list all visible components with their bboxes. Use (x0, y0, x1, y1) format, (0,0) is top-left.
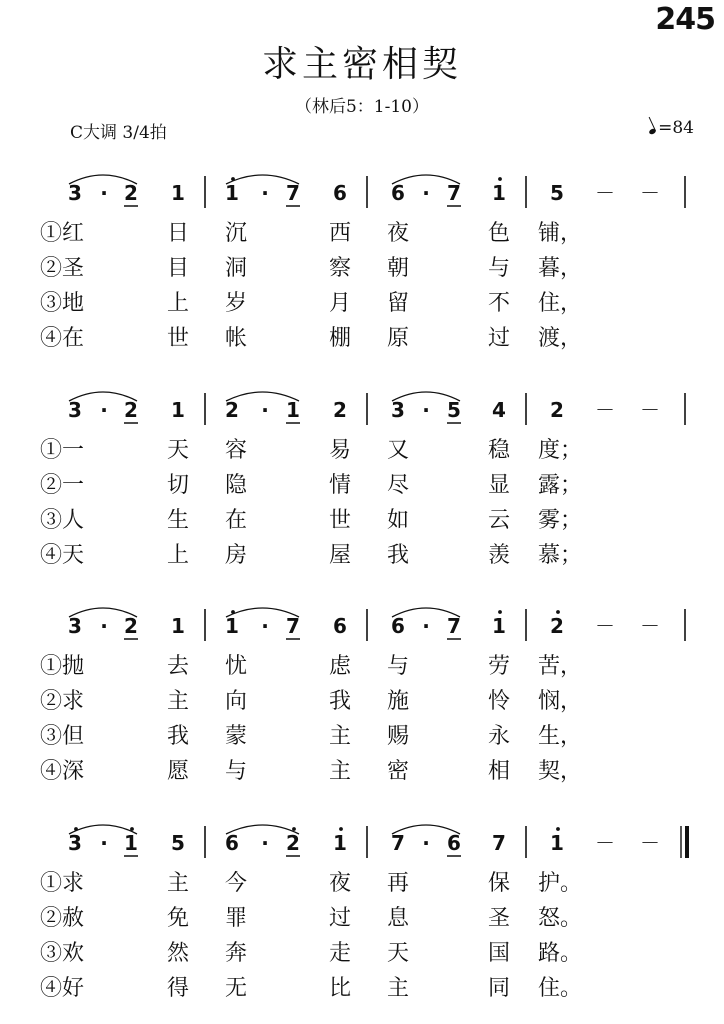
lyric-word: 主 (328, 724, 352, 749)
lyric-word: 相 (487, 759, 511, 784)
lyric-word: 房 (224, 543, 248, 568)
lyric-word: ④在 (40, 326, 85, 351)
lyric-word: 显 (487, 473, 511, 498)
lyric-word: 又 (386, 438, 410, 463)
lyric-word: 西 (328, 221, 352, 246)
note-digit: 7 (492, 831, 506, 855)
lyric-word: 天 (166, 438, 190, 463)
lyric-line (0, 754, 724, 788)
lyric-word: 然 (166, 941, 190, 966)
lyric-word: 主 (386, 976, 410, 1001)
sustain-dash: － (595, 181, 615, 205)
lyric-word: ②圣 (40, 256, 85, 281)
lyric-word: 原 (386, 326, 410, 351)
sustain-dash: － (595, 831, 615, 855)
lyric-word: 再 (386, 871, 410, 896)
note-digit: 1 (550, 831, 564, 855)
note-digit: 7 (447, 181, 461, 205)
dot-mark: · (422, 398, 430, 422)
lyric-word: 云 (487, 508, 511, 533)
note-digit: 1 (124, 831, 138, 855)
lyric-word: 苦， (537, 654, 583, 679)
lyric-word: 铺， (537, 221, 583, 246)
tempo-value: =84 (658, 118, 694, 138)
lyric-word: 主 (328, 759, 352, 784)
lyric-line (0, 901, 724, 935)
lyric-word: 天 (386, 941, 410, 966)
lyric-word: 主 (166, 871, 190, 896)
note-digit: 1 (492, 614, 506, 638)
lyric-line (0, 251, 724, 285)
note-digit: 5 (550, 181, 564, 205)
lyric-word: 尽 (386, 473, 410, 498)
lyric-word: 过 (328, 906, 352, 931)
note-digit: 2 (550, 398, 564, 422)
lyric-word: ②一 (40, 473, 85, 498)
lyric-word: 契， (537, 759, 583, 784)
lyric-word: ③人 (40, 508, 85, 533)
sustain-dash: － (640, 398, 660, 422)
note-digit: 3 (68, 831, 82, 855)
note-digit: 3 (391, 398, 405, 422)
note-digit: 1 (333, 831, 347, 855)
note-digit: 1 (225, 181, 239, 205)
lyric-word: 蒙 (224, 724, 248, 749)
lyric-word: 度； (537, 438, 583, 463)
lyric-word: 隐 (224, 473, 248, 498)
lyric-word: 世 (166, 326, 190, 351)
lyric-word: 主 (166, 689, 190, 714)
note-digit: 4 (492, 398, 506, 422)
lyric-line (0, 936, 724, 970)
lyric-word: 生 (166, 508, 190, 533)
note-digit: 1 (171, 181, 185, 205)
lyric-word: 我 (328, 689, 352, 714)
lyric-word: 路。 (537, 941, 583, 966)
lyric-word: 施 (386, 689, 410, 714)
lyric-line (0, 468, 724, 502)
lyric-word: 慕； (537, 543, 583, 568)
note-digit: 1 (171, 614, 185, 638)
note-digit: 2 (124, 614, 138, 638)
sustain-dash: － (595, 614, 615, 638)
lyric-word: ①红 (40, 221, 85, 246)
lyric-line (0, 866, 724, 900)
lyric-word: 忧 (224, 654, 248, 679)
lyric-word: 情 (328, 473, 352, 498)
note-digit: 6 (391, 614, 405, 638)
octave-dot (498, 177, 502, 181)
lyric-word: ①抛 (40, 654, 85, 679)
lyric-word: 切 (166, 473, 190, 498)
lyric-word: 日 (166, 221, 190, 246)
lyric-word: ④好 (40, 976, 85, 1001)
note-digit: 5 (171, 831, 185, 855)
dot-mark: · (100, 831, 108, 855)
note-digit: 7 (447, 614, 461, 638)
lyric-word: 上 (166, 291, 190, 316)
lyric-word: 与 (487, 256, 511, 281)
lyric-word: 今 (224, 871, 248, 896)
lyric-word: 护。 (537, 871, 583, 896)
lyric-line (0, 538, 724, 572)
lyric-word: 与 (224, 759, 248, 784)
lyric-word: 过 (487, 326, 511, 351)
lyric-word: 向 (224, 689, 248, 714)
lyric-word: 留 (386, 291, 410, 316)
lyric-word: 露； (537, 473, 583, 498)
lyric-line (0, 216, 724, 250)
lyric-word: 夜 (328, 871, 352, 896)
song-title: 求主密相契 (261, 44, 462, 85)
note-digit: 2 (124, 398, 138, 422)
lyric-word: 住， (537, 291, 583, 316)
lyric-word: 目 (166, 256, 190, 281)
sustain-dash: － (595, 398, 615, 422)
lyric-word: 沉 (224, 221, 248, 246)
sustain-dash: － (640, 831, 660, 855)
lyric-word: 上 (166, 543, 190, 568)
dot-mark: · (422, 614, 430, 638)
lyric-word: 我 (386, 543, 410, 568)
lyric-word: 雾； (537, 508, 583, 533)
lyric-word: 免 (166, 906, 190, 931)
lyric-word: 怒。 (537, 906, 583, 931)
note-digit: 6 (333, 181, 347, 205)
note-digit: 6 (391, 181, 405, 205)
lyric-word: 易 (328, 438, 352, 463)
lyric-word: 悯， (537, 689, 583, 714)
lyric-word: 色 (487, 221, 511, 246)
lyric-word: 屋 (328, 543, 352, 568)
lyric-word: 住。 (537, 976, 583, 1001)
lyric-line (0, 503, 724, 537)
octave-dot (292, 827, 296, 831)
scripture-reference: （林后5：1-10） (294, 97, 429, 117)
lyric-word: 愿 (166, 759, 190, 784)
key-and-meter: C大调 3/4拍 (70, 123, 167, 143)
lyric-word: 劳 (487, 654, 511, 679)
lyric-word: 世 (328, 508, 352, 533)
note-digit: 2 (550, 614, 564, 638)
lyric-word: 圣 (487, 906, 511, 931)
lyric-word: 保 (487, 871, 511, 896)
note-digit: 2 (286, 831, 300, 855)
lyric-word: 虑 (328, 654, 352, 679)
lyric-word: 去 (166, 654, 190, 679)
note-digit: 5 (447, 398, 461, 422)
lyric-line (0, 321, 724, 355)
lyric-word: 渡， (537, 326, 583, 351)
lyric-word: 夜 (386, 221, 410, 246)
dot-mark: · (261, 398, 269, 422)
lyric-line (0, 719, 724, 753)
octave-dot (556, 827, 560, 831)
dot-mark: · (100, 398, 108, 422)
lyric-word: 暮， (537, 256, 583, 281)
lyric-word: 密 (386, 759, 410, 784)
lyric-word: 在 (224, 508, 248, 533)
lyric-word: ④天 (40, 543, 85, 568)
note-digit: 3 (68, 181, 82, 205)
lyric-word: 察 (328, 256, 352, 281)
dot-mark: · (261, 181, 269, 205)
dot-mark: · (261, 831, 269, 855)
lyric-word: 岁 (224, 291, 248, 316)
lyric-word: ③但 (40, 724, 85, 749)
lyric-line (0, 971, 724, 1005)
note-digit: 3 (68, 398, 82, 422)
lyric-word: 奔 (224, 941, 248, 966)
lyric-word: 不 (487, 291, 511, 316)
dot-mark: · (261, 614, 269, 638)
lyric-word: 生， (537, 724, 583, 749)
octave-dot (556, 610, 560, 614)
note-digit: 1 (225, 614, 239, 638)
lyric-word: 国 (487, 941, 511, 966)
lyric-word: ①求 (40, 871, 85, 896)
lyric-word: 怜 (487, 689, 511, 714)
lyric-word: ②求 (40, 689, 85, 714)
sustain-dash: － (640, 181, 660, 205)
note-digit: 6 (225, 831, 239, 855)
sustain-dash: － (640, 614, 660, 638)
note-digit: 1 (286, 398, 300, 422)
lyric-word: ③地 (40, 291, 85, 316)
note-digit: 3 (68, 614, 82, 638)
note-digit: 7 (286, 181, 300, 205)
lyric-word: 月 (328, 291, 352, 316)
lyric-word: 赐 (386, 724, 410, 749)
dot-mark: · (422, 831, 430, 855)
dot-mark: · (100, 181, 108, 205)
octave-dot (339, 827, 343, 831)
lyric-word: 走 (328, 941, 352, 966)
note-digit: 1 (492, 181, 506, 205)
lyric-line (0, 684, 724, 718)
tempo-marking (610, 118, 694, 138)
dot-mark: · (422, 181, 430, 205)
note-digit: 7 (391, 831, 405, 855)
note-digit: 2 (225, 398, 239, 422)
page-number: 245 (655, 2, 715, 37)
lyric-word: 棚 (328, 326, 352, 351)
lyric-word: 比 (328, 976, 352, 1001)
lyric-word: 同 (487, 976, 511, 1001)
lyric-word: 罪 (224, 906, 248, 931)
lyric-word: 如 (386, 508, 410, 533)
lyric-word: 我 (166, 724, 190, 749)
lyric-word: ③欢 (40, 941, 85, 966)
lyric-word: ①一 (40, 438, 85, 463)
lyric-word: ②赦 (40, 906, 85, 931)
lyric-word: 洞 (224, 256, 248, 281)
lyric-word: 稳 (487, 438, 511, 463)
quarter-note-icon (648, 128, 656, 135)
lyric-word: 帐 (224, 326, 248, 351)
lyric-word: 羡 (487, 543, 511, 568)
lyric-word: 得 (166, 976, 190, 1001)
note-digit: 6 (333, 614, 347, 638)
note-digit: 6 (447, 831, 461, 855)
lyric-line (0, 649, 724, 683)
note-digit: 1 (171, 398, 185, 422)
lyric-word: 息 (386, 906, 410, 931)
lyric-line (0, 286, 724, 320)
lyric-word: ④深 (40, 759, 85, 784)
lyric-word: 永 (487, 724, 511, 749)
note-digit: 7 (286, 614, 300, 638)
dot-mark: · (100, 614, 108, 638)
lyric-line (0, 433, 724, 467)
note-digit: 2 (124, 181, 138, 205)
lyric-word: 容 (224, 438, 248, 463)
lyric-word: 朝 (386, 256, 410, 281)
octave-dot (498, 610, 502, 614)
note-digit: 2 (333, 398, 347, 422)
lyric-word: 与 (386, 654, 410, 679)
lyric-word: 无 (224, 976, 248, 1001)
